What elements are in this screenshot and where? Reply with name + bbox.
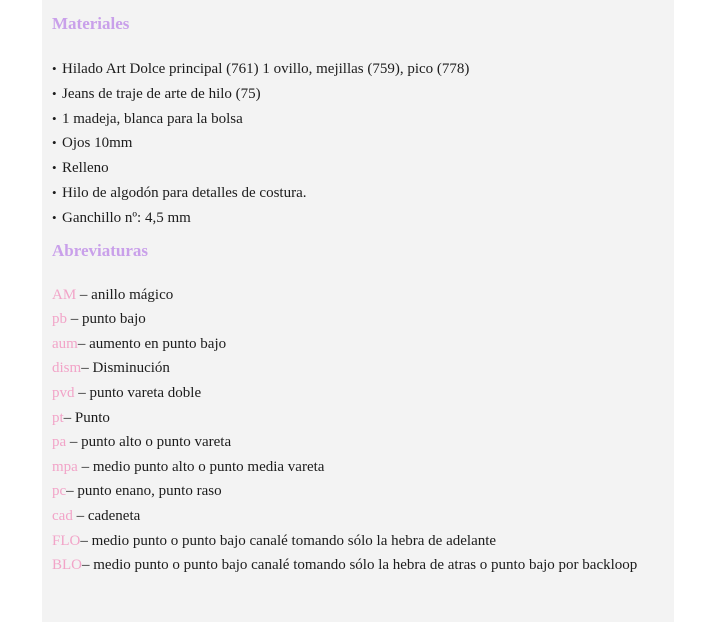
materials-heading: Materiales xyxy=(52,14,130,33)
list-item xyxy=(52,107,674,132)
material-text: Ganchillo nº: 4,5 mm xyxy=(62,209,191,226)
list-item xyxy=(52,206,674,231)
abbreviation-term: pt xyxy=(52,409,64,426)
list-item xyxy=(52,82,674,107)
abbreviation-term: aum xyxy=(52,335,78,352)
abbreviation-desc: – medio punto alto o punto media vareta xyxy=(77,458,325,475)
abbreviation-term: pc xyxy=(52,483,67,500)
abbreviation-desc: – aumento en punto bajo xyxy=(77,335,227,352)
abbreviation-desc: – punto alto o punto vareta xyxy=(66,434,232,451)
list-item xyxy=(52,504,674,529)
list-item xyxy=(52,283,674,308)
abbreviation-desc: – punto vareta doble xyxy=(74,384,202,401)
list-item xyxy=(52,430,674,455)
bullet-icon: • xyxy=(52,61,57,76)
list-item xyxy=(52,553,674,578)
bullet-icon: • xyxy=(52,110,57,126)
material-text: Ojos 10mm xyxy=(62,135,133,152)
bullet-icon: • xyxy=(52,209,57,225)
list-item xyxy=(52,57,674,82)
abbreviation-term: BLO xyxy=(52,557,82,574)
abbreviation-desc: – cadeneta xyxy=(72,507,141,524)
abbreviation-term: pa xyxy=(52,434,67,451)
document-panel xyxy=(42,0,674,622)
list-item xyxy=(52,529,674,554)
abbreviation-desc: – medio punto o punto bajo canalé tomando sólo la hebra de atras o punto bajo por backloop xyxy=(82,557,638,574)
abbreviation-term: dism xyxy=(52,360,82,377)
abbreviation-desc: – punto bajo xyxy=(67,311,146,328)
list-item xyxy=(52,131,674,156)
bullet-icon: • xyxy=(52,135,57,151)
list-item xyxy=(52,455,674,480)
list-item xyxy=(52,181,674,206)
material-text: Hilado Art Dolce principal (761) 1 ovillo, mejillas (759), pico (778) xyxy=(62,61,470,77)
materials-list xyxy=(52,57,674,231)
material-text: Jeans de traje de arte de hilo (75) xyxy=(62,85,261,102)
material-text: Hilo de algodón para detalles de costura. xyxy=(62,184,307,201)
abbreviation-desc: – Punto xyxy=(63,409,110,426)
abbreviation-desc: – medio punto o punto bajo canalé tomando sólo la hebra de adelante xyxy=(80,532,497,549)
material-text: 1 madeja, blanca para la bolsa xyxy=(62,110,243,127)
list-item xyxy=(52,356,674,381)
bullet-icon: • xyxy=(52,85,57,101)
list-item xyxy=(52,332,674,357)
bullet-icon: • xyxy=(52,184,57,200)
abbreviation-term: pvd xyxy=(52,384,75,401)
abbreviation-desc: – punto enano, punto raso xyxy=(66,483,222,500)
list-item xyxy=(52,156,674,181)
abbreviation-term: FLO xyxy=(52,532,81,549)
abbreviation-desc: – Disminución xyxy=(81,360,170,377)
list-item xyxy=(52,307,674,332)
bullet-icon: • xyxy=(52,160,57,176)
abbreviation-term: AM xyxy=(52,286,77,303)
abbreviations-heading: Abreviaturas xyxy=(52,240,149,260)
list-item xyxy=(52,479,674,504)
abbreviation-term: cad xyxy=(52,507,73,524)
list-item xyxy=(52,406,674,431)
material-text: Relleno xyxy=(62,160,109,177)
abbreviation-desc: – anillo mágico xyxy=(76,286,174,303)
abbreviation-term: mpa xyxy=(52,458,78,475)
abbreviations-list xyxy=(52,283,674,578)
abbreviation-term: pb xyxy=(52,311,67,328)
list-item xyxy=(52,381,674,406)
